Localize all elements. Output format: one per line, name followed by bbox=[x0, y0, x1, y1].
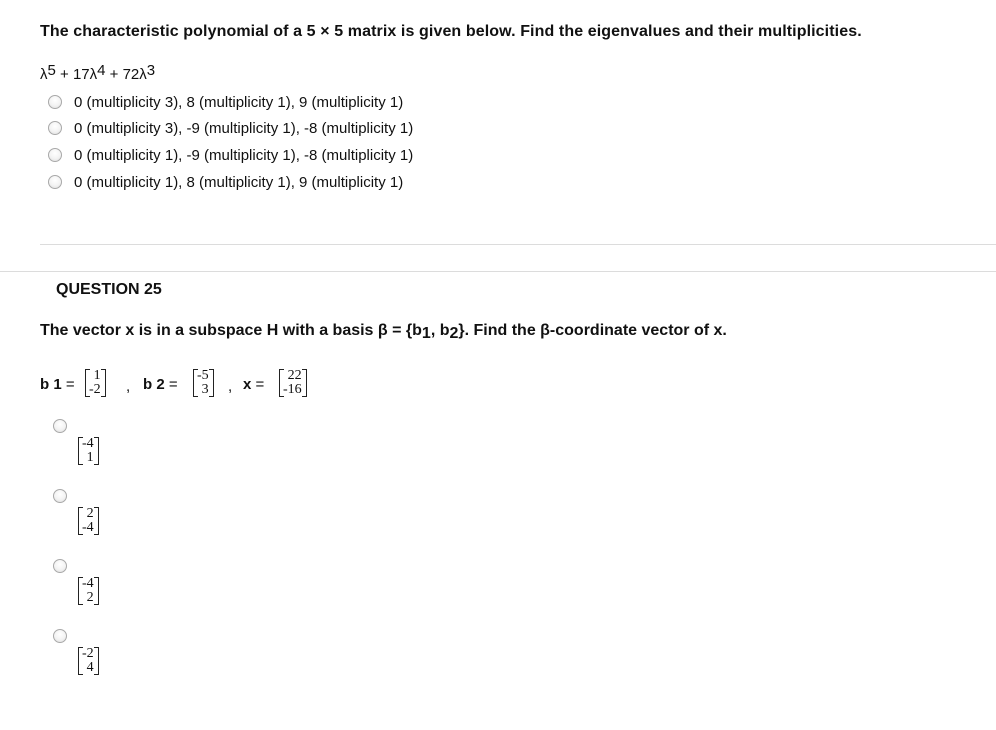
q2-option-3-vector[interactable] bbox=[78, 577, 99, 605]
q2-option-4-entry-2: 4 bbox=[86, 660, 94, 675]
radio-button[interactable] bbox=[48, 148, 62, 162]
b1-label bbox=[40, 376, 75, 394]
q1-option-3-label: 0 (multiplicity 1), -9 (multiplicity 1), -8 (multiplicity 1) bbox=[74, 146, 414, 164]
q2-prompt-main: The vector x is in a subspace H with a basis β = {b bbox=[40, 322, 422, 339]
characteristic-polynomial bbox=[40, 62, 156, 83]
poly-term-2-base: + 17λ bbox=[60, 66, 98, 83]
q2-prompt-sub1: 1 bbox=[421, 325, 431, 342]
q2-option-1-entry-1: -4 bbox=[82, 436, 94, 451]
q1-option-2[interactable] bbox=[48, 117, 413, 139]
q2-option-1-vector[interactable] bbox=[78, 437, 99, 465]
q2-option-2-radio[interactable] bbox=[53, 489, 67, 503]
poly-term-1-base: λ bbox=[40, 66, 48, 83]
b2-entry-2: 3 bbox=[201, 382, 209, 397]
b2-entry-1: -5 bbox=[197, 368, 209, 383]
poly-term-2-exp: 4 bbox=[97, 62, 106, 79]
x-letter: x bbox=[243, 376, 252, 393]
radio-button[interactable] bbox=[48, 95, 62, 109]
b1-entry-2: -2 bbox=[89, 382, 101, 397]
x-entry-2: -16 bbox=[283, 382, 302, 397]
q1-option-2-label: 0 (multiplicity 3), -9 (multiplicity 1), -8 (multiplicity 1) bbox=[74, 119, 414, 137]
question-header: QUESTION 25 bbox=[56, 281, 162, 298]
q2-option-3-radio[interactable] bbox=[53, 559, 67, 573]
question-2-prompt bbox=[40, 322, 727, 340]
q2-option-4-radio[interactable] bbox=[53, 629, 67, 643]
b1-equals: = bbox=[61, 376, 75, 393]
q2-prompt-mid: , b bbox=[430, 322, 450, 339]
b1-vector bbox=[85, 369, 106, 397]
q2-option-1-radio[interactable] bbox=[53, 419, 67, 433]
q1-option-1[interactable] bbox=[48, 91, 403, 113]
q1-option-4-label: 0 (multiplicity 1), 8 (multiplicity 1), 9 (multiplicity 1) bbox=[74, 173, 404, 191]
q1-option-3[interactable] bbox=[48, 144, 413, 166]
poly-term-1-exp: 5 bbox=[47, 62, 56, 79]
q2-option-2-entry-1: 2 bbox=[86, 506, 94, 521]
q2-option-2-vector[interactable] bbox=[78, 507, 99, 535]
radio-button[interactable] bbox=[48, 121, 62, 135]
b2-vector bbox=[193, 369, 214, 397]
q2-option-3-entry-1: -4 bbox=[82, 576, 94, 591]
q2-option-2-entry-2: -4 bbox=[82, 520, 94, 535]
q1-option-4[interactable] bbox=[48, 171, 403, 193]
question-divider bbox=[0, 271, 996, 272]
x-vector bbox=[279, 369, 307, 397]
q2-prompt-end: }. Find the β-coordinate vector of x. bbox=[458, 322, 727, 339]
q1-option-1-label: 0 (multiplicity 3), 8 (multiplicity 1), 9 (multiplicity 1) bbox=[74, 93, 404, 111]
b2-label bbox=[143, 376, 178, 394]
b2-subscript: 2 bbox=[156, 376, 165, 393]
q2-option-3-entry-2: 2 bbox=[86, 590, 94, 605]
q2-option-4-vector[interactable] bbox=[78, 647, 99, 675]
comma: , bbox=[228, 378, 233, 395]
x-entry-1: 22 bbox=[287, 368, 302, 383]
b2-letter: b bbox=[143, 376, 153, 393]
b1-letter: b bbox=[40, 376, 50, 393]
b2-equals: = bbox=[164, 376, 178, 393]
q2-option-1-entry-2: 1 bbox=[86, 450, 94, 465]
b1-entry-1: 1 bbox=[93, 368, 101, 383]
poly-term-3-exp: 3 bbox=[146, 62, 156, 79]
question-1-prompt: The characteristic polynomial of a 5 × 5 matrix is given below. Find the eigenvalues and their multiplicities. bbox=[40, 23, 862, 40]
x-equals: = bbox=[251, 376, 265, 393]
radio-button[interactable] bbox=[48, 175, 62, 189]
section-divider bbox=[40, 244, 996, 245]
poly-term-3-base: + 72λ bbox=[109, 66, 147, 83]
q2-option-4-entry-1: -2 bbox=[82, 646, 94, 661]
q2-prompt-sub2: 2 bbox=[449, 325, 459, 342]
x-label bbox=[243, 376, 264, 394]
b1-subscript: 1 bbox=[53, 376, 62, 393]
comma: , bbox=[126, 378, 131, 395]
